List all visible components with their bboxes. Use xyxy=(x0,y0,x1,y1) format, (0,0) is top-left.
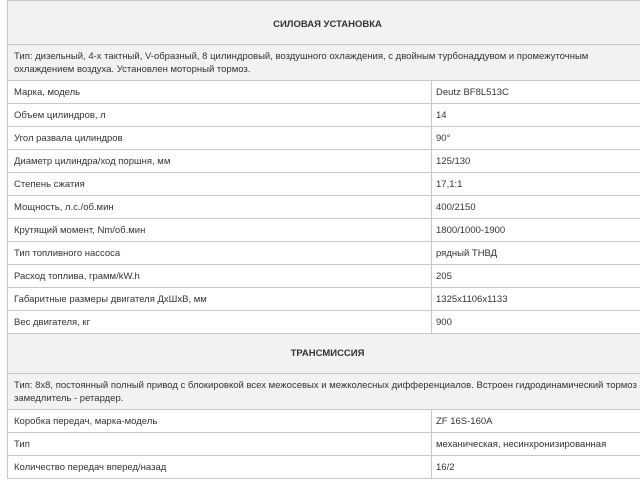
section-header-power-unit xyxy=(8,1,640,45)
spec-label: Вес двигателя, кг xyxy=(8,311,432,334)
spec-value: 17,1:1 xyxy=(432,173,640,196)
table-row xyxy=(8,150,640,173)
spec-label: Объем цилиндров, л xyxy=(8,104,432,127)
table-row xyxy=(8,410,640,433)
spec-value: 90° xyxy=(432,127,640,150)
spec-label: Диаметр цилиндра/ход поршня, мм xyxy=(8,150,432,173)
section-title: СИЛОВАЯ УСТАНОВКА xyxy=(8,1,640,45)
table-row xyxy=(8,196,640,219)
spec-label: Расход топлива, грамм/kW.h xyxy=(8,265,432,288)
spec-label: Тип топливного нассоса xyxy=(8,242,432,265)
spec-value: 900 xyxy=(432,311,640,334)
section-description: Тип: 8x8, постоянный полный привод с блокировкой всех межосевых и межколесных дифференциалов. Встроен гидродинамический тормоз замедлитель - ретардер. xyxy=(8,374,640,410)
table-row xyxy=(8,456,640,479)
spec-value: 1325x1106x1133 xyxy=(432,288,640,311)
spec-label: Количество передач вперед/назад xyxy=(8,456,432,479)
table-row xyxy=(8,127,640,150)
table-row xyxy=(8,311,640,334)
spec-label: Угол развала цилиндров xyxy=(8,127,432,150)
table-row xyxy=(8,219,640,242)
spec-value: 125/130 xyxy=(432,150,640,173)
spec-label: Тип xyxy=(8,433,432,456)
section-title: ТРАНСМИССИЯ xyxy=(8,334,640,374)
section-description-row xyxy=(8,45,640,81)
spec-value: 400/2150 xyxy=(432,196,640,219)
spec-value: Deutz BF8L513C xyxy=(432,81,640,104)
section-description: Тип: дизельный, 4-х тактный, V-образный, 8 цилиндровый, воздушного охлаждения, с двойным турбонаддувом и промежуточным охлаждением воздуха. Установлен моторный тормоз. xyxy=(8,45,640,81)
section-header-transmission xyxy=(8,334,640,374)
section-description-row xyxy=(8,374,640,410)
spec-value: 1800/1000-1900 xyxy=(432,219,640,242)
table-row xyxy=(8,173,640,196)
spec-value: рядный ТНВД xyxy=(432,242,640,265)
table-row xyxy=(8,288,640,311)
spec-value: ZF 16S-160A xyxy=(432,410,640,433)
spec-label: Крутящий момент, Nm/об.мин xyxy=(8,219,432,242)
table-row xyxy=(8,265,640,288)
spec-value: 14 xyxy=(432,104,640,127)
spec-label: Габаритные размеры двигателя ДхШхВ, мм xyxy=(8,288,432,311)
table-row xyxy=(8,104,640,127)
spec-label: Марка, модель xyxy=(8,81,432,104)
table-row xyxy=(8,433,640,456)
table-row xyxy=(8,242,640,265)
spec-value: 205 xyxy=(432,265,640,288)
spec-value: 16/2 xyxy=(432,456,640,479)
spec-label: Степень сжатия xyxy=(8,173,432,196)
spec-value: механическая, несинхронизированная xyxy=(432,433,640,456)
specifications-table xyxy=(7,0,640,479)
table-row xyxy=(8,81,640,104)
spec-label: Мощность, л.с./об.мин xyxy=(8,196,432,219)
spec-label: Коробка передач, марка-модель xyxy=(8,410,432,433)
